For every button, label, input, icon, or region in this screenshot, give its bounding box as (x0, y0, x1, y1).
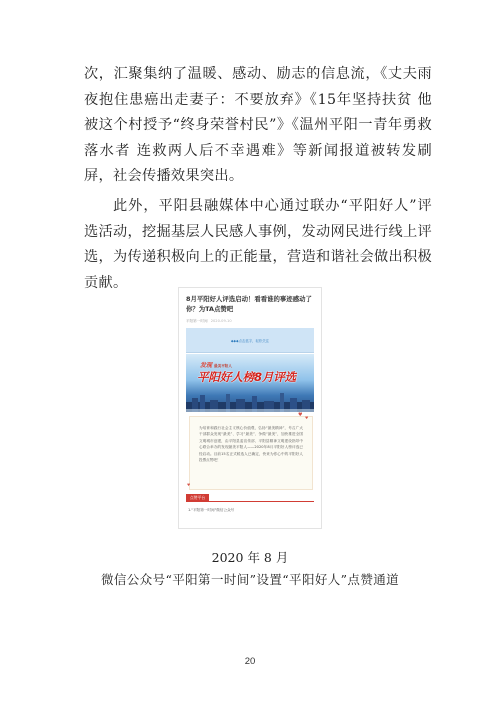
vote-step-item: 1."平阳第一时间"微信公众号 (188, 508, 235, 512)
vote-platform-tag: 点赞平台 (186, 494, 209, 502)
section-divider (186, 501, 314, 502)
article-meta (186, 319, 232, 324)
heart-icon: ♥ (305, 416, 309, 420)
article-date: 2020-09-10 (210, 319, 232, 323)
follow-promo-text: ◆◆◆点击蓝字，轻松关注 (230, 339, 270, 343)
banner-kicker: 发现 最美平阳人 (200, 362, 232, 369)
figure-caption-date: 2020 年 8 月 (211, 550, 289, 565)
article-title: 8月平阳好人评选启动！看看谁的事迹感动了你？为TA点赞吧 (186, 295, 312, 313)
article-intro-card (187, 412, 313, 490)
page-number: 20 (244, 656, 256, 667)
banner-headline: 平阳好人榜8月评选 (197, 370, 297, 384)
figure-caption: 微信公众号“平阳第一时间”设置“平阳好人”点赞通道 (100, 572, 400, 587)
wechat-article-screenshot (178, 287, 322, 529)
body-paragraph-2: 此外，平阳县融媒体中心通过联办“平阳好人”评选活动，挖掘基层人民感人事例，发动网民进行线上评选，为传递积极向上的正能量，营造和谐社会做出积极贡献。 (84, 198, 432, 291)
follow-promo-bar (186, 328, 314, 353)
banner-kicker-sub: 最美平阳人 (214, 364, 232, 368)
heart-icon: ♥ (298, 412, 303, 418)
event-banner-image (186, 354, 314, 412)
article-intro-text: 为培育和践行社会主义核心价值观，弘扬“最美精神”，号召广大干部群众发现“最美”、学习“最美”、争做“最美”，加快推进全国文明城市创建，由平阳县委宣传部、平阳县精神文明建设指导中心联合举办的发现最美平阳人——2020年8月平阳好人榜评选已经启动。目前15名正式候选人已确定，快来为你心中的平阳好人投票点赞吧！ (199, 426, 303, 463)
heart-icon: ♥ (187, 483, 191, 487)
city-skyline-graphic (186, 392, 314, 412)
body-paragraph-1: 次，汇聚集纳了温暖、感动、励志的信息流，《丈夫雨夜抱住患癌出走妻子：不要放弃》《15年坚持扶贫 他被这个村授予“终身荣誉村民”》《温州平阳一青年勇救落水者 连救两人后不幸遇难》等新闻报道被转发刷屏，社会传播效果突出。 (84, 66, 432, 185)
article-account: 平阳第一时间 (186, 319, 208, 323)
